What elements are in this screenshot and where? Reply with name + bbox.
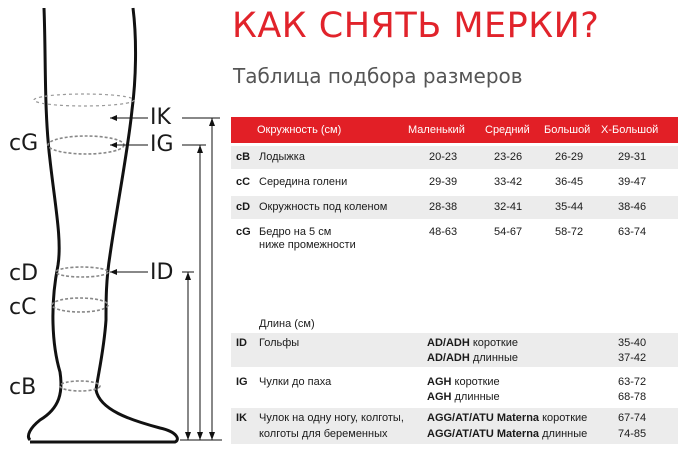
row-name-line2: колготы для беременных <box>259 428 388 440</box>
row-name: Гольфы <box>259 337 300 349</box>
cd-label: cD <box>9 261 39 286</box>
row-name: Середина голени <box>259 176 348 188</box>
cell-medium: 32-41 <box>494 201 523 213</box>
variant-1 <box>427 337 518 349</box>
header-measure: Окружность (см) <box>257 124 342 136</box>
cb-label: cB <box>9 375 37 400</box>
id-label: ID <box>150 260 174 285</box>
cell-large: 35-44 <box>555 201 584 213</box>
variant-kind: короткие <box>454 376 500 388</box>
table-row <box>231 171 678 194</box>
ik-ruler-arrow-up <box>209 118 215 126</box>
id-ruler-arrow-down <box>185 432 191 440</box>
leg-front-contour <box>30 8 177 442</box>
row-name-line1: Бедро на 5 см <box>259 226 332 238</box>
header-large: Большой <box>544 124 591 136</box>
cell-small: 29-39 <box>429 176 458 188</box>
variant-brand: AGG/AT/ATU Materna <box>427 412 540 424</box>
length-header: Длина (см) <box>259 318 315 330</box>
row-code: cB <box>236 151 251 163</box>
table-row <box>231 196 678 219</box>
cell-large: 58-72 <box>555 226 584 238</box>
ig-ruler-arrow-up <box>197 145 203 153</box>
cell-medium: 54-67 <box>494 226 523 238</box>
header-small: Маленький <box>408 124 465 136</box>
ig-ruler-arrow-down <box>197 432 203 440</box>
cell-small: 20-23 <box>429 151 458 163</box>
cell-medium: 33-42 <box>494 176 523 188</box>
table-header <box>231 117 678 143</box>
page-subtitle: Таблица подбора размеров <box>233 64 523 88</box>
cell-small: 28-38 <box>429 201 458 213</box>
row-name-line2: ниже промежности <box>259 239 356 251</box>
header-xlarge: X-Большой <box>601 124 659 136</box>
table-row <box>231 221 678 261</box>
variant-1 <box>427 376 500 388</box>
row-code: IK <box>236 412 247 424</box>
variant-brand: AGH <box>427 391 452 403</box>
row-name: Чулки до паха <box>259 376 332 388</box>
cell-xlarge: 63-74 <box>618 226 647 238</box>
variant-brand: AD/ADH <box>427 337 470 349</box>
table-row <box>231 372 678 406</box>
variant-2 <box>427 352 518 364</box>
variant-kind: длинные <box>542 428 588 440</box>
ik-label: IK <box>150 105 171 130</box>
ik-ruler-arrow-down <box>209 432 215 440</box>
variant-kind: короткие <box>472 337 519 349</box>
row-code: cG <box>236 226 251 238</box>
row-code: ID <box>236 337 247 349</box>
variant-brand: AGG/AT/ATU Materna <box>427 428 540 440</box>
variant-2-value: 68-78 <box>618 391 647 403</box>
cc-label: cC <box>9 295 37 320</box>
variant-2-value: 37-42 <box>618 352 647 364</box>
table-row <box>231 333 678 367</box>
row-name: Лодыжка <box>259 151 305 163</box>
variant-brand: AGH <box>427 376 452 388</box>
variant-brand: AD/ADH <box>427 352 470 364</box>
cell-small: 48-63 <box>429 226 458 238</box>
row-name-line1: Чулок на одну ногу, колготы, <box>259 412 404 424</box>
row-code: cC <box>236 176 251 188</box>
id-ruler-arrow-up <box>185 272 191 280</box>
variant-2 <box>427 428 587 440</box>
cell-medium: 23-26 <box>494 151 523 163</box>
ik-arrowhead <box>110 115 117 121</box>
variant-2 <box>427 391 500 403</box>
variant-1-value: 35-40 <box>618 337 647 349</box>
table-row <box>231 146 678 169</box>
row-code: IG <box>236 376 248 388</box>
cell-xlarge: 29-31 <box>618 151 647 163</box>
variant-1 <box>427 412 587 424</box>
cc-ellipse <box>52 298 108 312</box>
leg-diagram <box>0 0 230 450</box>
cell-xlarge: 38-46 <box>618 201 647 213</box>
variant-1-value: 63-72 <box>618 376 647 388</box>
variant-2-value: 74-85 <box>618 428 647 440</box>
variant-kind: длинные <box>472 352 518 364</box>
table-row <box>231 408 678 444</box>
ik-dashed-line <box>34 94 134 106</box>
ig-arrowhead <box>110 142 117 148</box>
cell-large: 26-29 <box>555 151 584 163</box>
cell-xlarge: 39-47 <box>618 176 647 188</box>
cb-ellipse <box>60 381 100 391</box>
ig-label: IG <box>150 132 174 157</box>
id-arrowhead <box>110 269 117 275</box>
row-name: Окружность под коленом <box>259 201 388 213</box>
variant-kind: длинные <box>454 391 500 403</box>
row-code: cD <box>236 201 251 213</box>
page-title: КАК СНЯТЬ МЕРКИ? <box>232 6 600 46</box>
variant-kind: короткие <box>542 412 588 424</box>
header-medium: Средний <box>485 124 530 136</box>
cell-large: 36-45 <box>555 176 584 188</box>
variant-1-value: 67-74 <box>618 412 647 424</box>
cd-ellipse <box>56 267 108 277</box>
cg-label: cG <box>9 131 39 156</box>
